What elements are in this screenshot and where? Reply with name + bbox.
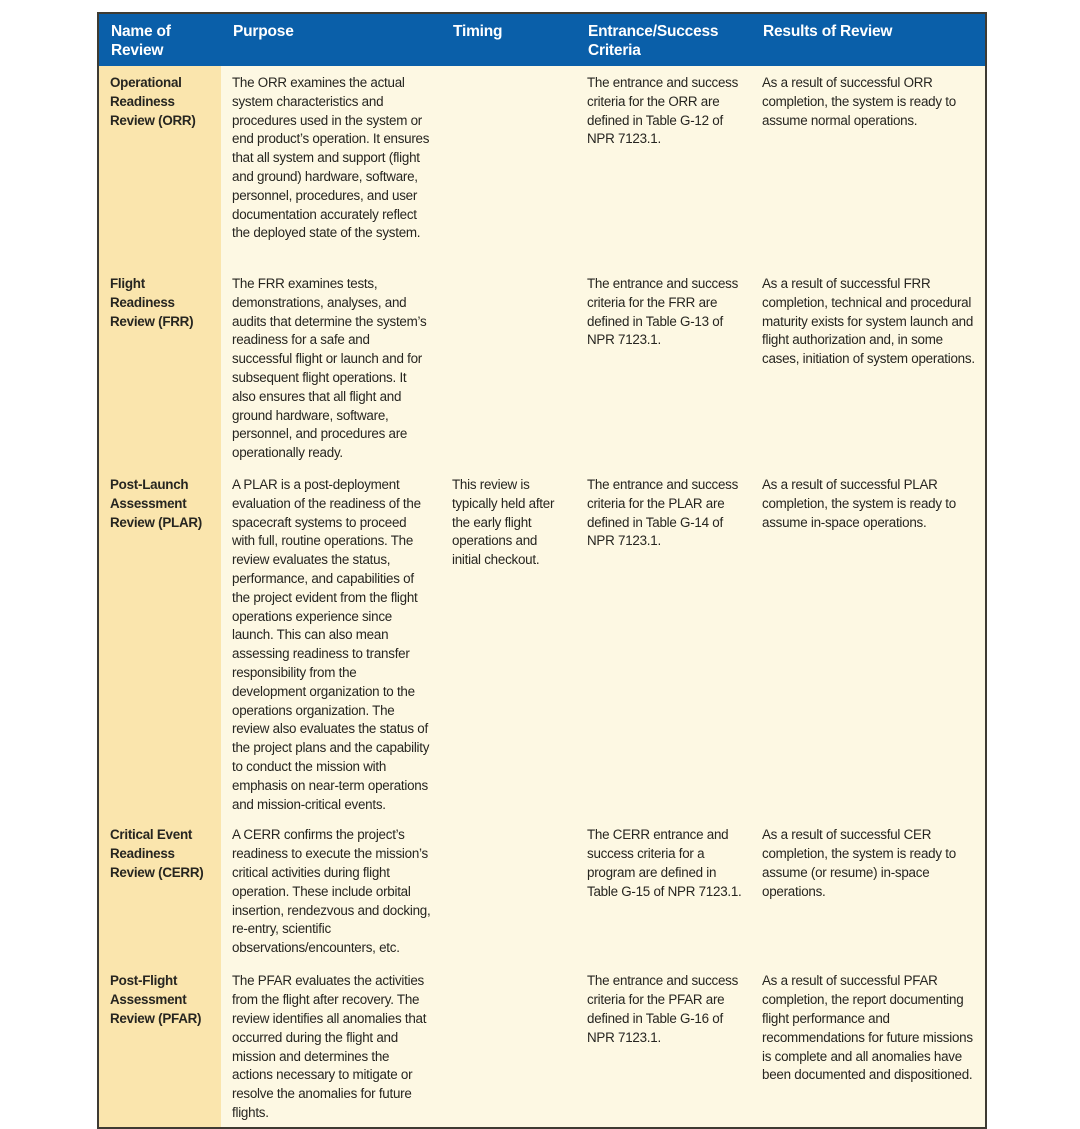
- review-name-cell: Flight Readiness Review (FRR): [98, 267, 221, 468]
- review-table-container: [97, 12, 985, 1120]
- column-header-timing: Timing: [441, 13, 576, 66]
- table-row: [98, 964, 986, 1127]
- table-header-row: [98, 13, 986, 66]
- column-header-results-of-review: Results of Review: [751, 13, 986, 66]
- criteria-cell: The entrance and success criteria for the PLAR are defined in Table G-14 of NPR 7123.1.: [576, 468, 751, 818]
- purpose-cell: The ORR examines the actual system characteristics and procedures used in the system or end product’s operation. It ensures that all system and support (flight and ground) hardware, software, personnel, procedures, and user documentation accurately reflect the deployed state of the system.: [221, 66, 441, 267]
- table-row: [98, 468, 986, 818]
- timing-cell: [441, 818, 576, 964]
- table-row: [98, 818, 986, 964]
- results-cell: As a result of successful FRR completion, technical and procedural maturity exists for system launch and flight authorization and, in some cases, initiation of system operations.: [751, 267, 986, 468]
- timing-cell: [441, 267, 576, 468]
- timing-cell: [441, 964, 576, 1127]
- results-cell: As a result of successful CER completion, the system is ready to assume (or resume) in-space operations.: [751, 818, 986, 964]
- purpose-cell: The PFAR evaluates the activities from the flight after recovery. The review identifies all anomalies that occurred during the flight and mission and determines the actions necessary to mitigate or resolve the anomalies for future flights.: [221, 964, 441, 1127]
- criteria-cell: The entrance and success criteria for the PFAR are defined in Table G-16 of NPR 7123.1.: [576, 964, 751, 1127]
- column-header-purpose: Purpose: [221, 13, 441, 66]
- results-cell: As a result of successful ORR completion, the system is ready to assume normal operations.: [751, 66, 986, 267]
- criteria-cell: The entrance and success criteria for the FRR are defined in Table G-13 of NPR 7123.1.: [576, 267, 751, 468]
- purpose-cell: A CERR confirms the project’s readiness to execute the mission’s critical activities during flight operation. These include orbital insertion, rendezvous and docking, re-entry, scientific observations/encounters, etc.: [221, 818, 441, 964]
- table-row: [98, 267, 986, 468]
- criteria-cell: The entrance and success criteria for the ORR are defined in Table G-12 of NPR 7123.1.: [576, 66, 751, 267]
- review-name-cell: Post-Flight Assessment Review (PFAR): [98, 964, 221, 1127]
- column-header-entrance-success-criteria: Entrance/Success Criteria: [576, 13, 751, 66]
- results-cell: As a result of successful PLAR completion, the system is ready to assume in-space operations.: [751, 468, 986, 818]
- purpose-cell: A PLAR is a post-deployment evaluation of the readiness of the spacecraft systems to proceed with full, routine operations. The review evaluates the status, performance, and capabilities of the project evident from the flight operations experience since launch. This can also mean assessing readiness to transfer responsibility from the development organization to the operations organization. The review also evaluates the status of the project plans and the capability to conduct the mission with emphasis on near-term operations and mission-critical events.: [221, 468, 441, 818]
- review-name-cell: Post-Launch Assessment Review (PLAR): [98, 468, 221, 818]
- review-name-cell: Critical Event Readiness Review (CERR): [98, 818, 221, 964]
- results-cell: As a result of successful PFAR completion, the report documenting flight performance and recommendations for future missions is complete and all anomalies have been documented and dispositioned.: [751, 964, 986, 1127]
- column-header-name-of-review: Name of Review: [98, 13, 221, 66]
- reviews-table: [97, 12, 987, 1129]
- timing-cell: This review is typically held after the early flight operations and initial checkout.: [441, 468, 576, 818]
- criteria-cell: The CERR entrance and success criteria for a program are defined in Table G-15 of NPR 7123.1.: [576, 818, 751, 964]
- timing-cell: [441, 66, 576, 267]
- table-row: [98, 66, 986, 267]
- purpose-cell: The FRR examines tests, demonstrations, analyses, and audits that determine the system’s readiness for a safe and successful flight or launch and for subsequent flight operations. It also ensures that all flight and ground hardware, software, personnel, and procedures are operationally ready.: [221, 267, 441, 468]
- review-name-cell: Operational Readiness Review (ORR): [98, 66, 221, 267]
